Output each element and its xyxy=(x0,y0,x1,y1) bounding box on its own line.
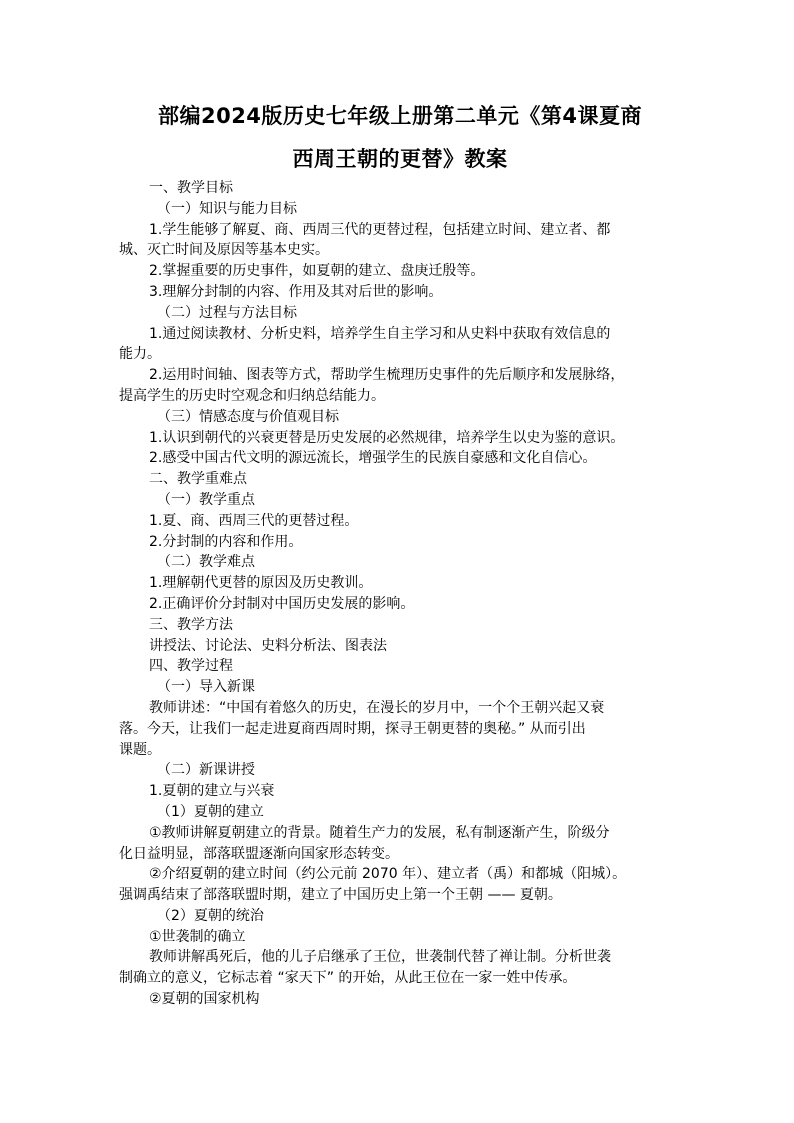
document-title-line-2: 西周王朝的更替》教案 xyxy=(292,147,508,171)
paragraph-line: 化日益明显，部落联盟逐渐向国家形态转变。 xyxy=(119,845,399,862)
paragraph-line: 制确立的意义，它标志着 “家天下” 的开始，从此王位在一家一姓中传承。 xyxy=(119,970,577,987)
subsection-heading: （二）新课讲授 xyxy=(157,762,255,779)
subsection-heading: （三）情感态度与价值观目标 xyxy=(157,408,339,425)
paragraph-line: 课题。 xyxy=(119,741,161,758)
paragraph-line: ②介绍夏朝的建立时间（约公元前 2070 年）、建立者（禹）和都城（阳城）。 xyxy=(149,866,627,883)
subsection-heading: （一）导入新课 xyxy=(157,679,255,696)
paragraph-line: 1.认识到朝代的兴衰更替是历史发展的必然规律，培养学生以史为鉴的意识。 xyxy=(149,429,625,446)
paragraph-line: ①教师讲解夏朝建立的背景。随着生产力的发展，私有制逐渐产生，阶级分 xyxy=(149,824,610,841)
subsection-heading: （1）夏朝的建立 xyxy=(157,803,264,820)
paragraph-line: 1.通过阅读教材、分析史料，培养学生自主学习和从史料中获取有效信息的 xyxy=(149,325,611,342)
paragraph-line: 2.运用时间轴、图表等方式，帮助学生梳理历史事件的先后顺序和发展脉络， xyxy=(149,367,625,384)
paragraph-line: ①世袭制的确立 xyxy=(149,928,246,945)
section-heading: 四、教学过程 xyxy=(149,658,233,675)
subsection-heading: （二）过程与方法目标 xyxy=(157,304,297,321)
paragraph-line: 1.夏朝的建立与兴衰 xyxy=(149,783,275,800)
subsection-heading: （一）教学重点 xyxy=(157,491,255,508)
paragraph-line: 2.分封制的内容和作用。 xyxy=(149,533,303,550)
subsection-heading: （二）教学难点 xyxy=(157,554,255,571)
paragraph-line: 落。今天，让我们一起走进夏商西周时期，探寻王朝更替的奥秘。” 从而引出 xyxy=(119,720,586,737)
paragraph-line: 城、灭亡时间及原因等基本史实。 xyxy=(119,242,329,259)
section-heading: 一、教学目标 xyxy=(149,180,233,196)
paragraph-line: 2.正确评价分封制对中国历史发展的影响。 xyxy=(149,595,415,612)
subsection-heading: （一）知识与能力目标 xyxy=(157,200,297,217)
paragraph-line: 教师讲解禹死后，他的儿子启继承了王位，世袭制代替了禅让制。分析世袭 xyxy=(149,949,611,966)
paragraph-line: 教师讲述：“中国有着悠久的历史，在漫长的岁月中，一个个王朝兴起又衰 xyxy=(149,699,605,716)
paragraph-line: 讲授法、讨论法、史料分析法、图表法 xyxy=(149,637,387,654)
paragraph-line: 提高学生的历史时空观念和归纳总结能力。 xyxy=(119,387,385,404)
paragraph-line: 强调禹结束了部落联盟时期，建立了中国历史上第一个王朝 —— 夏朝。 xyxy=(119,887,562,904)
paragraph-line: 能力。 xyxy=(119,346,161,363)
paragraph-line: 1.学生能够了解夏、商、西周三代的更替过程，包括建立时间、建立者、都 xyxy=(149,221,611,238)
paragraph-line: 2.掌握重要的历史事件，如夏朝的建立、盘庚迁殷等。 xyxy=(149,263,485,280)
subsection-heading: （2）夏朝的统治 xyxy=(157,907,264,924)
paragraph-line: 3.理解分封制的内容、作用及其对后世的影响。 xyxy=(149,283,443,300)
section-heading: 二、教学重难点 xyxy=(149,471,247,488)
paragraph-line: 1.夏、商、西周三代的更替过程。 xyxy=(149,512,359,529)
paragraph-line: ②夏朝的国家机构 xyxy=(149,991,260,1008)
document-title-line-1: 部编2024版历史七年级上册第二单元《第4课夏商 xyxy=(157,104,643,128)
paragraph-line: 1.理解朝代更替的原因及历史教训。 xyxy=(149,575,373,592)
section-heading: 三、教学方法 xyxy=(149,616,233,633)
paragraph-line: 2.感受中国古代文明的源远流长，增强学生的民族自豪感和文化自信心。 xyxy=(149,450,597,467)
document-body xyxy=(119,178,679,1010)
